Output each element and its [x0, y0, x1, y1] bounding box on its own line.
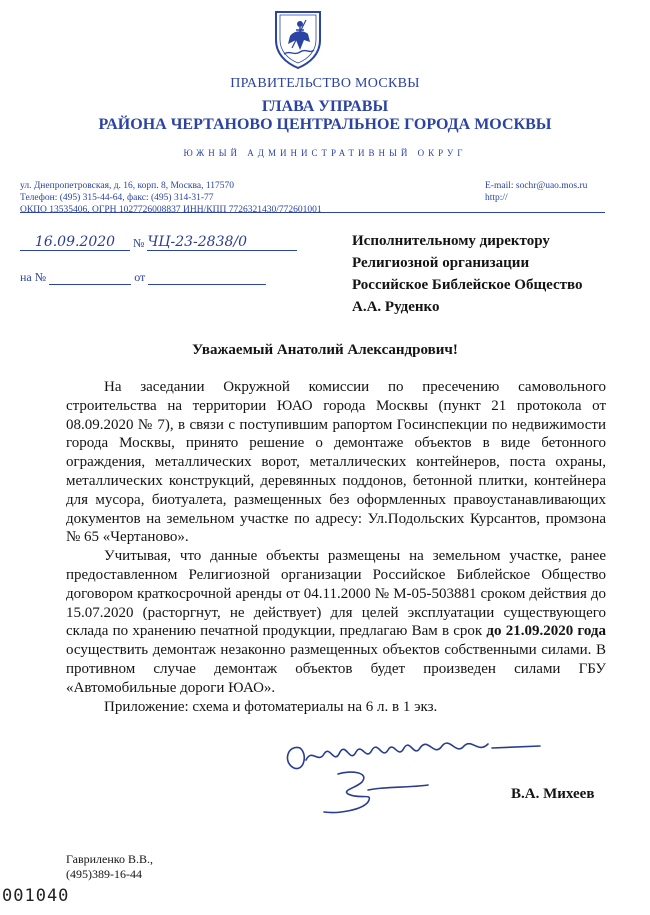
executor-name: Гавриленко В.В.,: [66, 852, 154, 866]
number-field: [147, 234, 297, 251]
phone: Телефон: (495) 315-44-64, факс: (495) 314-31-77: [20, 193, 214, 203]
addressee-line: Исполнительному директору: [352, 233, 550, 249]
executor-phone: (495)389-16-44: [66, 867, 142, 881]
attachment-note: Приложение: схема и фотоматериалы на 6 л. в 1 экз.: [104, 698, 438, 715]
registration-line: [20, 234, 297, 251]
from-field: [148, 272, 266, 285]
addressee-line: Религиозной организации: [352, 255, 530, 271]
addressee-line: А.А. Руденко: [352, 299, 440, 315]
number-label: №: [133, 236, 145, 250]
reg-number: ЧЦ-23-2838/0: [147, 234, 248, 250]
ref-field: [49, 272, 131, 285]
contact-block: [20, 180, 322, 216]
head-title-line2: РАЙОНА ЧЕРТАНОВО ЦЕНТРАЛЬНОЕ ГОРОДА МОСКВЫ: [98, 116, 552, 133]
letter-body: [66, 378, 606, 716]
signer-name: В.А. Михеев: [511, 786, 595, 802]
date-field: [20, 234, 130, 251]
paragraph-text: Учитывая, что данные объекты размещены на земельном участке, ранее предоставленном Религиозной организации Российское Библейское Общество договором краткосрочной аренды от 04.11.2000 № М-05-503881 сроком действия до 15.07.2020 (расторгнут, не действует) для целей эксплуатации существующего склада по хранению печатной продукции, предлагаю Вам в срок: [66, 548, 606, 640]
addressee-line: Российское Библейское Общество: [352, 277, 583, 293]
website: http://: [485, 193, 508, 203]
paragraph: [66, 547, 606, 697]
handwritten-signature-icon: [278, 730, 548, 825]
executor-block: [66, 852, 153, 882]
okrug-label: ЮЖНЫЙ АДМИНИСТРАТИВНЫЙ ОКРУГ: [183, 148, 467, 158]
letterhead-divider: [20, 212, 605, 213]
ref-label: на №: [20, 270, 47, 284]
addressee-block: [352, 230, 583, 318]
org-codes: ОКПО 13535406, ОГРН 1027726008837 ИНН/КПП 7726321430/772601001: [20, 205, 322, 215]
paragraph: На заседании Окружной комиссии по пресечению самовольного строительства на территории ЮАО города Москвы (пункт 21 протокола от 08.09.2020 № 7), в связи с поступившим рапортом Госинспекции по недвижимости города Москвы, принято решение о демонтаже объектов в виде бетонного ограждения, металлических ворот, металлических контейнеров, поста охраны, металлических конструкций, деревянных поддонов, бетонной плитки, контейнера для мусора, биотуалета, размещенных без оформленных правоустанавливающих документов на земельном участке по адресу: Ул.Подольских Курсантов, промзона № 65 «Чертаново».: [66, 379, 606, 546]
address: ул. Днепропетровская, д. 16, корп. 8, Москва, 117570: [20, 181, 235, 191]
paragraph-text: осуществить демонтаж незаконно размещенных объектов собственными силами. В противном случае демонтаж объектов будет произведен силами ГБУ «Автомобильные дороги ЮАО».: [66, 642, 606, 696]
moscow-coat-of-arms-icon: [270, 6, 326, 70]
document-number: 001040: [2, 886, 70, 906]
head-title-line1: ГЛАВА УПРАВЫ: [261, 98, 389, 115]
salutation: Уважаемый Анатолий Александрович!: [192, 342, 458, 358]
reg-date: 16.09.2020: [34, 234, 116, 250]
reference-line: [20, 270, 266, 285]
contact-online: [485, 180, 587, 204]
government-title: ПРАВИТЕЛЬСТВО МОСКВЫ: [230, 76, 420, 91]
deadline: до 21.09.2020 года: [486, 623, 606, 640]
from-label: от: [134, 270, 146, 284]
email: E-mail: sochr@uao.mos.ru: [485, 181, 588, 191]
